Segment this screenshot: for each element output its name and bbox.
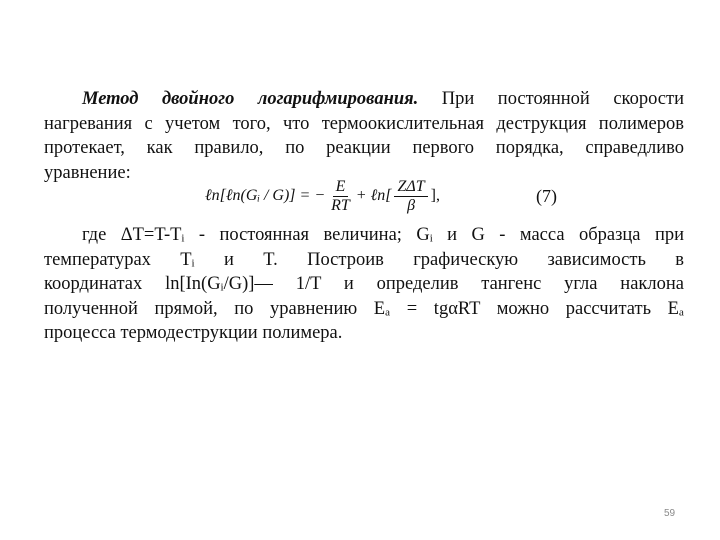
paragraph-line: полученной прямой, по уравнению Eₐ = tgαRT можно рассчитать Eₐ: [44, 298, 684, 319]
paragraph-line: процесса термодеструкции полимера.: [44, 323, 343, 343]
paragraph-line: нагревания с учетом того, что термоокислительная деструкция полимеров: [44, 113, 684, 134]
explanation-paragraph: [44, 223, 684, 346]
paragraph-text: где ΔT=T-Tᵢ - постоянная величина; Gᵢ и G - масса образца при: [82, 225, 684, 245]
equation-end: ],: [430, 187, 440, 204]
paragraph-text: При постоянной скорости: [441, 89, 684, 109]
fraction-denominator: β: [407, 196, 416, 214]
page-number: 59: [664, 508, 676, 519]
equation-middle: + ℓn[: [355, 187, 392, 204]
paragraph-line: протекает, как правило, по реакции первого порядка, справедливо: [44, 138, 684, 158]
paragraph-line: координатах ln[In(Gᵢ/G)]— 1/T и определив тангенс угла наклона: [44, 274, 684, 294]
method-heading: Метод двойного логарифмирования.: [82, 89, 419, 109]
equation-number: (7): [536, 186, 557, 206]
paragraph-line: уравнение:: [44, 162, 131, 183]
fraction-denominator: RT: [331, 196, 350, 214]
fraction-numerator: E: [333, 178, 349, 197]
intro-paragraph: [44, 87, 684, 185]
equation-lhs: ℓn[ℓn(Gᵢ / G)] = −: [205, 187, 326, 204]
fraction-numerator: ZΔT: [394, 178, 427, 197]
paragraph-line: [44, 223, 684, 248]
fraction-e-over-rt: [328, 178, 353, 215]
paragraph-line: температурах Tᵢ и T. Построив графическую зависимость в: [44, 249, 684, 270]
fraction-zdt-over-beta: [394, 178, 427, 215]
equation-7: [205, 176, 440, 216]
paragraph-line: [44, 87, 684, 112]
